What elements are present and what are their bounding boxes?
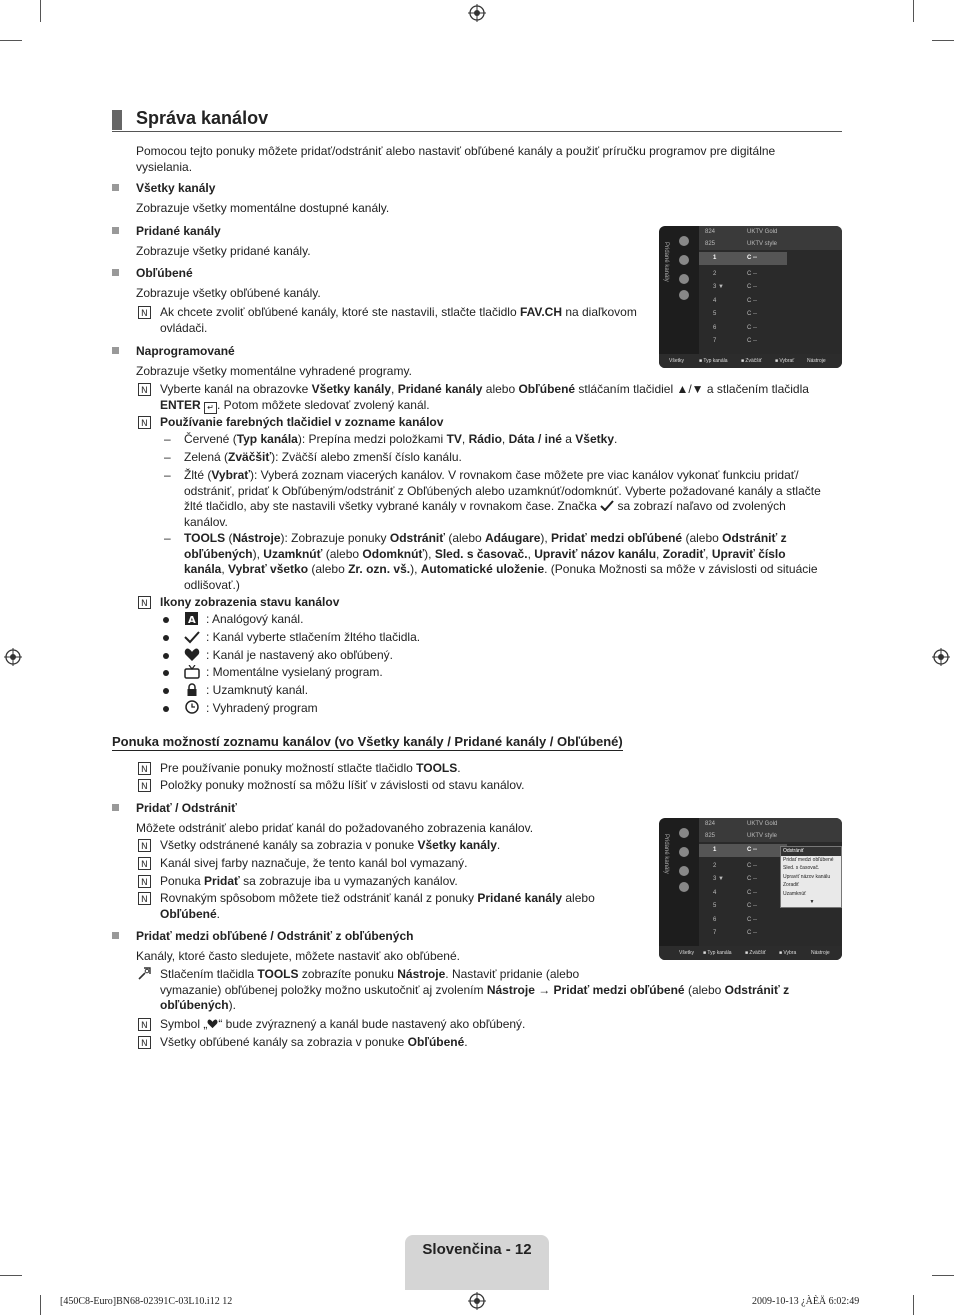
tv-row: 3 ▼ C -- — [713, 876, 757, 882]
crop-mark — [932, 1275, 954, 1276]
section-heading: Pridať medzi obľúbené / Odstrániť z obľúbených — [136, 929, 414, 943]
note-text: Všetky odstránené kanály sa zobrazia v ponuke Všetky kanály. — [160, 838, 501, 852]
svg-text:N: N — [141, 419, 148, 429]
svg-text:N: N — [141, 860, 148, 870]
tv-row: 825 UKTV style — [705, 241, 778, 247]
tv-side-icon — [679, 847, 689, 857]
tv-screen-channel-list — [659, 226, 842, 368]
section-heading: Pridať / Odstrániť — [136, 801, 237, 815]
tv-footer: Všetky ■ Typ kanála ■ Zväčšiť ■ Vybra Nástroje — [659, 946, 842, 960]
menu-item-lock[interactable]: Uzamknúť — [783, 890, 806, 897]
note-icon — [138, 383, 151, 396]
page-number: Slovenčina - 12 — [422, 1241, 532, 1258]
section-heading: Obľúbené — [136, 266, 193, 280]
menu-item-remove[interactable]: Odstrániť — [781, 847, 841, 856]
tv-row: 4 C -- — [713, 890, 757, 896]
tv-side-icon — [679, 236, 689, 246]
tv-row: 5 C -- — [713, 903, 757, 909]
dash: – — [164, 450, 171, 464]
section-heading: Pridané kanály — [136, 224, 221, 238]
svg-text:N: N — [141, 599, 148, 609]
note-icon — [138, 779, 151, 792]
bullet-dot — [163, 653, 169, 659]
enter-icon: ↵ — [204, 402, 217, 414]
tv-row: 824 UKTV Gold — [705, 821, 778, 827]
crop-mark — [913, 0, 914, 22]
green-button-text: Zelená (Zväčšiť): Zväčší alebo zmenší číslo kanálu. — [184, 450, 462, 464]
svg-text:N: N — [141, 309, 148, 319]
note-icon — [138, 875, 151, 888]
bullet-dot — [163, 617, 169, 623]
note-icon — [138, 596, 151, 609]
footer-timestamp: 2009-10-13 ¿ÀÈÄ 6:02:49 — [752, 1296, 860, 1307]
options-heading: Ponuka možností zoznamu kanálov (vo Všetky kanály / Pridané kanály / Obľúbené) — [112, 734, 623, 749]
tv-side-icon — [679, 828, 689, 838]
tv-row: 824 UKTV Gold — [705, 229, 778, 235]
tv-row-selected: 1 C -- — [699, 844, 787, 857]
tv-side-icon — [679, 274, 689, 284]
icon-desc: : Kanál je nastavený ako obľúbený. — [206, 648, 393, 662]
note-text: Kanál sivej farby naznačuje, že tento kanál bol vymazaný. — [160, 856, 468, 870]
tv-row-selected: 1 C -- — [699, 252, 787, 265]
tv-side-icon — [679, 866, 689, 876]
dash: – — [164, 432, 171, 446]
icon-desc: : Kanál vyberte stlačením žltého tlačidla. — [206, 630, 421, 644]
svg-text:N: N — [141, 386, 148, 396]
note-icon — [138, 416, 151, 429]
note-icon — [138, 762, 151, 775]
heart-icon — [207, 1019, 218, 1029]
crop-mark — [913, 1295, 914, 1315]
footer-file-info: [450C8-Euro]BN68-02391C-03L10.i12 12 — [60, 1296, 233, 1307]
bullet-square — [112, 184, 119, 191]
check-icon — [184, 630, 200, 644]
heart-icon — [184, 648, 200, 662]
tv-row: 7 C -- — [713, 338, 757, 344]
tv-side-icon — [679, 882, 689, 892]
note-text: Všetky obľúbené kanály sa zobrazia v ponuke Obľúbené. — [160, 1035, 468, 1049]
note-icon — [138, 857, 151, 870]
bullet-square — [112, 347, 119, 354]
tv-side-label: Pridané kanály — [663, 834, 669, 874]
analog-icon — [184, 612, 200, 626]
check-icon — [600, 500, 614, 511]
menu-item-timer[interactable]: Sled. s časovač. — [783, 865, 820, 871]
tv-row: 3 ▼ C -- — [713, 284, 757, 290]
section-body: Môžete odstrániť alebo pridať kanál do požadovaného zobrazenia kanálov. — [136, 821, 534, 835]
registration-mark-icon — [468, 4, 486, 22]
section-heading: Naprogramované — [136, 344, 235, 358]
bullet-square — [112, 269, 119, 276]
note-icon — [138, 1018, 151, 1031]
icon-desc: : Momentálne vysielaný program. — [206, 665, 383, 679]
tools-note-text: Stlačením tlačidla TOOLS zobrazíte ponuku Nástroje. Nastaviť pridanie (alebo vymazanie) obľúbenej položky možno uskutočniť aj zvolením Nástroje → Pridať medzi obľúbené (alebo Odstrániť z obľúbených). — [160, 967, 790, 1012]
menu-item-sort[interactable]: Zoradiť — [783, 882, 800, 888]
tv-side-icon — [679, 290, 689, 300]
tv-row: 5 C -- — [713, 311, 757, 317]
bullet-dot — [163, 670, 169, 676]
menu-item-add-favorite[interactable]: Pridať medzi obľúbené — [783, 856, 834, 863]
note-heading: Ikony zobrazenia stavu kanálov — [160, 595, 340, 609]
section-body: Zobrazuje všetky momentálne vyhradené programy. — [136, 364, 412, 378]
crop-mark — [0, 40, 22, 41]
tv-row: 7 C -- — [713, 930, 757, 936]
tv-footer: Všetky ■ Typ kanála ■ Zväčšiť ■ Vybrať Nástroje — [659, 354, 842, 368]
svg-text:A: A — [188, 615, 196, 626]
tv-row: 6 C -- — [713, 917, 757, 923]
icon-desc: : Analógový kanál. — [206, 612, 304, 626]
icon-desc: : Uzamknutý kanál. — [206, 683, 309, 697]
note-heading: Používanie farebných tlačidiel v zozname kanálov — [160, 415, 444, 429]
menu-more-arrow[interactable]: ▼ — [809, 899, 815, 905]
bullet-dot — [163, 706, 169, 712]
bullet-square — [112, 227, 119, 234]
tv-side-label: Pridané kanály — [663, 242, 669, 282]
note-text: Vyberte kanál na obrazovke Všetky kanály, Pridané kanály alebo Obľúbené stláčaním tlačidiel ▲/▼ a stlačením tlačidla ENTER ↵ . Potom môžete sledovať zvolený kanál. — [160, 382, 809, 412]
tv-row: 6 C -- — [713, 325, 757, 331]
note-text: Ponuka Pridať sa zobrazuje iba u vymazaných kanálov. — [160, 874, 458, 888]
tv-side-icon — [679, 255, 689, 265]
section-body: Zobrazuje všetky obľúbené kanály. — [136, 286, 321, 300]
page-title: Správa kanálov — [136, 108, 269, 128]
tools-icon — [138, 967, 151, 980]
clock-icon — [184, 700, 200, 714]
bullet-square — [112, 804, 119, 811]
note-text: Rovnakým spôsobom môžete tiež odstrániť kanál z ponuky Pridané kanály alebo Obľúbené. — [160, 891, 595, 921]
title-rule — [112, 131, 842, 132]
bullet-dot — [163, 688, 169, 694]
bullet-square — [112, 932, 119, 939]
crop-mark — [0, 1275, 22, 1276]
tv-icon — [184, 665, 200, 679]
tv-row: 2 C -- — [713, 863, 757, 869]
intro-text: Pomocou tejto ponuky môžete pridať/odstrániť alebo nastaviť obľúbené kanály a použiť príručku programov pre digitálne vysielania. — [136, 144, 776, 174]
icon-desc: : Vyhradený program — [206, 701, 318, 715]
tools-menu — [780, 846, 842, 908]
tv-row: 825 UKTV style — [705, 833, 778, 839]
note-text: Pre používanie ponuky možností stlačte tlačidlo TOOLS. — [160, 761, 461, 775]
note-text: Symbol „ “ bude zvýraznený a kanál bude nastavený ako obľúbený. — [160, 1017, 526, 1031]
menu-item-rename[interactable]: Upraviť názov kanálu — [783, 873, 831, 880]
svg-text:N: N — [141, 842, 148, 852]
svg-text:N: N — [141, 895, 148, 905]
crop-mark — [40, 0, 41, 22]
lock-icon — [184, 683, 200, 697]
crop-mark — [40, 1295, 41, 1315]
yellow-button-text: Žlté (Vybrať): Vyberá zoznam viacerých kanálov. V rovnakom čase môžete pre viac kanálov vykonať funkciu pridať/ odstrániť, pridať k Obľúbeným/odstrániť z Obľúbených alebo uzamknúť/odomknúť. Vyberte požadované kanály a stlačte žlté tlačidlo, aby ste nastavili všetky vybrané kanály v rovnakom čase. Značka sa zobrazí naľavo od zvolených kanálov. — [184, 468, 821, 529]
dash: – — [164, 468, 171, 482]
svg-text:N: N — [141, 1039, 148, 1049]
note-icon — [138, 892, 151, 905]
red-button-text: Červené (Typ kanála): Prepína medzi položkami TV, Rádio, Dáta / iné a Všetky. — [184, 432, 618, 446]
tv-row: 4 C -- — [713, 298, 757, 304]
note-icon — [138, 839, 151, 852]
section-body: Zobrazuje všetky momentálne dostupné kanály. — [136, 201, 390, 215]
tv-row: 2 C -- — [713, 271, 757, 277]
note-text: Ak chcete zvoliť obľúbené kanály, ktoré ste nastavili, stlačte tlačidlo FAV.CH na diaľkovom ovládači. — [160, 305, 637, 335]
bullet-dot — [163, 635, 169, 641]
title-bar-marker — [112, 110, 122, 130]
section-heading: Všetky kanály — [136, 181, 216, 195]
svg-text:N: N — [141, 1021, 148, 1031]
tv-screen-options-menu — [659, 818, 842, 960]
registration-mark-icon — [932, 648, 950, 666]
registration-mark-icon — [4, 648, 22, 666]
crop-mark — [932, 40, 954, 41]
dash: – — [164, 531, 171, 545]
note-icon — [138, 306, 151, 319]
registration-mark-icon — [468, 1292, 486, 1310]
note-icon — [138, 1036, 151, 1049]
note-text: Položky ponuky možností sa môžu líšiť v závislosti od stavu kanálov. — [160, 778, 525, 792]
svg-text:N: N — [141, 765, 148, 775]
section-body: Kanály, ktoré často sledujete, môžete nastaviť ako obľúbené. — [136, 949, 460, 963]
section-body: Zobrazuje všetky pridané kanály. — [136, 244, 311, 258]
svg-text:N: N — [141, 878, 148, 888]
tools-button-text: TOOLS (Nástroje): Zobrazuje ponuky Odstrániť (alebo Adáugare), Pridať medzi obľúbené (alebo Odstrániť z obľúbených), Uzamknúť (alebo Odomknúť), Sled. s časovač., Upraviť názov kanálu, Zoradiť, Upraviť číslo kanála, Vybrať všetko (alebo Zr. ozn. vš.), Automatické uloženie. (Ponuka Možnosti sa môže v závislosti od situácie odlišovať.) — [184, 531, 818, 592]
svg-text:N: N — [141, 782, 148, 792]
